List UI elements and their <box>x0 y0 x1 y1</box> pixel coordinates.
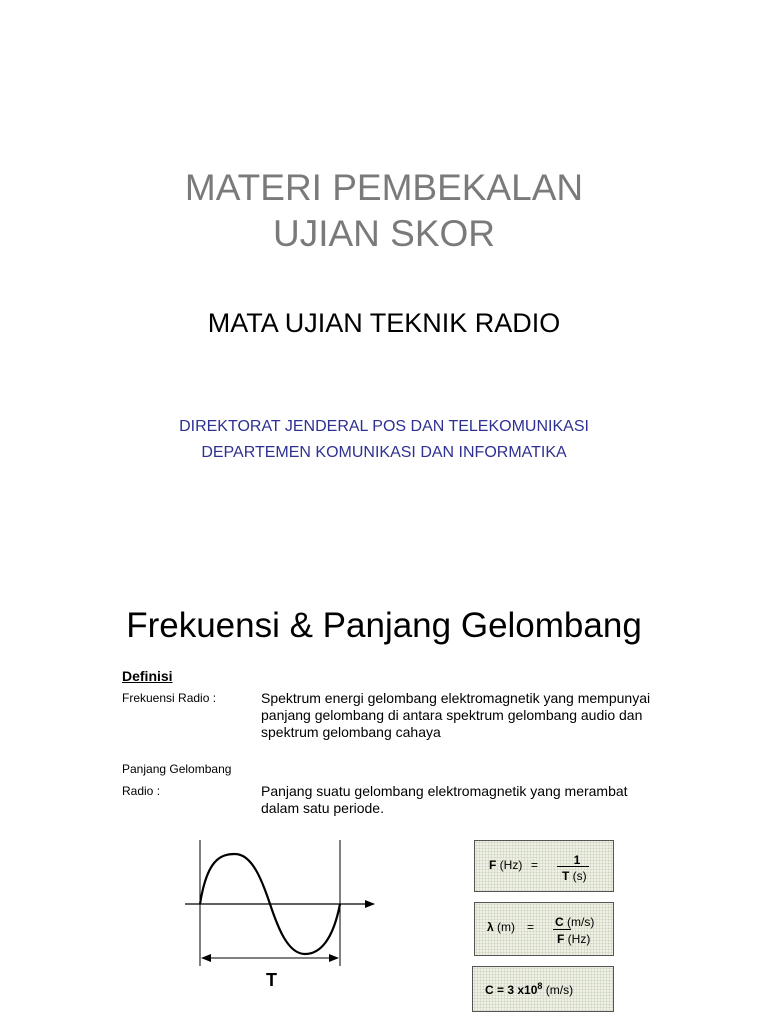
formula-wavelength-numerator <box>555 915 594 929</box>
freq-desc-line: spektrum gelombang cahaya <box>261 724 441 740</box>
var-f: F <box>557 932 565 946</box>
subtitle: MATA UJIAN TEKNIK RADIO <box>207 308 561 338</box>
equals-sign: = <box>527 920 535 934</box>
fraction-bar <box>557 866 589 867</box>
unit-ms: (m/s) <box>563 915 595 929</box>
formula-wavelength-box <box>474 902 614 956</box>
unit-ms: (m/s) <box>542 983 574 997</box>
wavelength-desc <box>261 783 628 817</box>
formula-frequency-box <box>474 840 614 892</box>
formula-speed-of-light-box <box>472 966 614 1012</box>
title-line-2: UJIAN SKOR <box>272 213 496 254</box>
title-line-1: MATERI PEMBEKALAN <box>184 167 584 208</box>
formula-wavelength-denominator <box>557 932 590 946</box>
formula-wavelength-lhs <box>487 920 515 934</box>
exponent: 8 <box>537 981 543 991</box>
sine-wave-diagram <box>180 840 380 990</box>
wavelength-desc-line: dalam satu periode. <box>261 800 384 816</box>
numerator-one: 1 <box>573 853 581 867</box>
equals-sign: = <box>531 858 539 872</box>
fraction-bar <box>553 929 571 930</box>
wavelength-label-line-1: Panjang Gelombang <box>122 762 232 776</box>
var-c: C <box>555 915 564 929</box>
definisi-heading: Definisi <box>122 668 173 684</box>
freq-desc-line: Spektrum energi gelombang elektromagnetik yang mempunyai <box>261 690 651 706</box>
period-label: T <box>266 970 277 990</box>
formula-frequency-lhs <box>489 858 522 872</box>
section-title: Frekuensi & Panjang Gelombang <box>126 606 642 645</box>
var-t: T <box>562 869 570 883</box>
speed-value: = 3 x10 <box>493 983 538 997</box>
var-lambda: λ <box>487 920 494 934</box>
unit-m: (m) <box>493 920 516 934</box>
formula-speed-of-light <box>485 981 573 997</box>
formula-frequency-denominator <box>562 869 587 883</box>
var-f: F <box>489 858 497 872</box>
unit-hz: (Hz) <box>564 932 591 946</box>
org-line-1: DIREKTORAT JENDERAL POS DAN TELEKOMUNIKASI <box>179 418 589 435</box>
freq-desc <box>261 690 650 741</box>
wavelength-desc-line: Panjang suatu gelombang elektromagnetik yang merambat <box>261 783 628 799</box>
var-c: C <box>485 983 494 997</box>
unit-s: (s) <box>569 869 587 883</box>
freq-label: Frekuensi Radio : <box>122 691 217 705</box>
unit-hz: (Hz) <box>496 858 523 872</box>
wavelength-label-line-2: Radio : <box>122 784 161 798</box>
freq-desc-line: panjang gelombang di antara spektrum gelombang audio dan <box>261 707 643 723</box>
org-line-2: DEPARTEMEN KOMUNIKASI DAN INFORMATIKA <box>201 444 567 461</box>
